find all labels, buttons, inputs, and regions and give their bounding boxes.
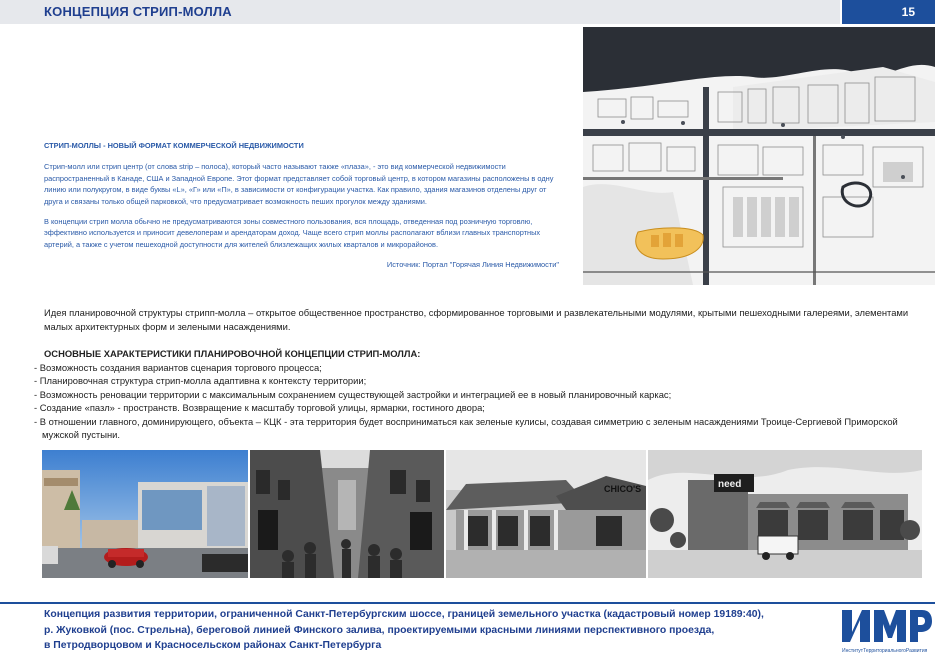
site-plan-map — [583, 27, 935, 285]
photo-pedestrian-street — [250, 450, 444, 578]
intro-paragraph-1: Стрип-молл или стрип центр (от слова strip – полоса), который часто называют также «плаза», - это вид коммерческой недвижимости распространенный в Канаде, США и Западной Европе. Этот формат представляет собой торговый центр, в котором магазины расположены в одну линию или полукругом, в виде буквы «L», «Г» или «П», в зависимости от конфигурации участка. Как правило, здания магазинов отделены друг от друга и связаны только общей парковкой, что предусматривает возможность пеших прогулок между зданиями. — [44, 162, 554, 206]
photo-retail-rendering — [648, 450, 922, 578]
characteristics-title: ОСНОВНЫЕ ХАРАКТЕРИСТИКИ ПЛАНИРОВОЧНОЙ КОНЦЕПЦИИ СТРИП-МОЛЛА: — [44, 348, 421, 359]
intro-title: СТРИП-МОЛЛЫ - НОВЫЙ ФОРМАТ КОММЕРЧЕСКОЙ НЕДВИЖИМОСТИ — [44, 141, 304, 150]
imr-logo — [840, 606, 932, 656]
footer-line-1: Концепция развития территории, ограниченной Санкт-Петербургским шоссе, границей земельного участка (кадастровый номер 19189:40), — [44, 609, 764, 620]
need-sign: need — [718, 479, 742, 490]
intro-source: Источник: Портал "Горячая Линия Недвижимости" — [386, 260, 559, 270]
list-item: - Возможность создания вариантов сценария торгового процесса; — [34, 361, 914, 374]
intro-paragraph-2: В концепции стрип молла обычно не предусматриваются зоны совместного пользования, вся площадь, отведенная под розничную торговлю, эффективно используется и приносит девелоперам и арендаторам доход. Чаще всего стрип моллы располагают вблизи главных транспортных артерий, а также с учетом пешеходной доступности для жителей близлежащих жилых кварталов и микрорайонов. — [44, 217, 541, 249]
photo-chicos-store — [446, 450, 646, 578]
list-item: - Создание «пазл» - пространств. Возвращение к масштабу торговой улицы, ярмарки, гостиного двора; — [34, 401, 914, 414]
footer-line-3: в Петродворцовом и Красносельском районах Санкт-Петербурга — [44, 640, 382, 651]
characteristics-list — [34, 361, 914, 441]
footer-line-2: р. Жуковкой (пос. Стрельна), береговой линией Финского залива, проектируемыми красными линиями перспективного проезда, — [44, 624, 715, 636]
concept-description: Идея планировочной структуры стрипп-молла – открытое общественное пространство, сформированное торговыми и развлекательными модулями, крытыми пешеходными галереями, элементами малых архитектурных форм и зелеными насаждениями. — [44, 307, 909, 332]
intro-block — [44, 140, 559, 271]
list-item: - Планировочная структура стрип-молла адаптивна к контексту территории; — [34, 374, 914, 387]
page-number: 15 — [842, 0, 935, 24]
photo-strip-mall-parking — [42, 450, 248, 578]
chicos-sign: CHICO'S — [604, 484, 642, 494]
list-item: - В отношении главного, доминирующего, объекта – КЦК - эта территория будет восприниматься как зеленые кулисы, создавая симметрию с зеленым насаждениями Троице-Сергиевой Приморской мужской пустыни. — [34, 415, 914, 442]
logo-caption: ИнститутТерриториальногоРазвития — [842, 648, 928, 654]
list-item: - Возможность реновации территории с максимальным сохранением существующей застройки и интеграцией ее в новый планировочный каркас; — [34, 388, 914, 401]
page-title: КОНЦЕПЦИЯ СТРИП-МОЛЛА — [44, 4, 232, 19]
footer-divider — [0, 602, 935, 604]
footer-description — [44, 607, 804, 654]
